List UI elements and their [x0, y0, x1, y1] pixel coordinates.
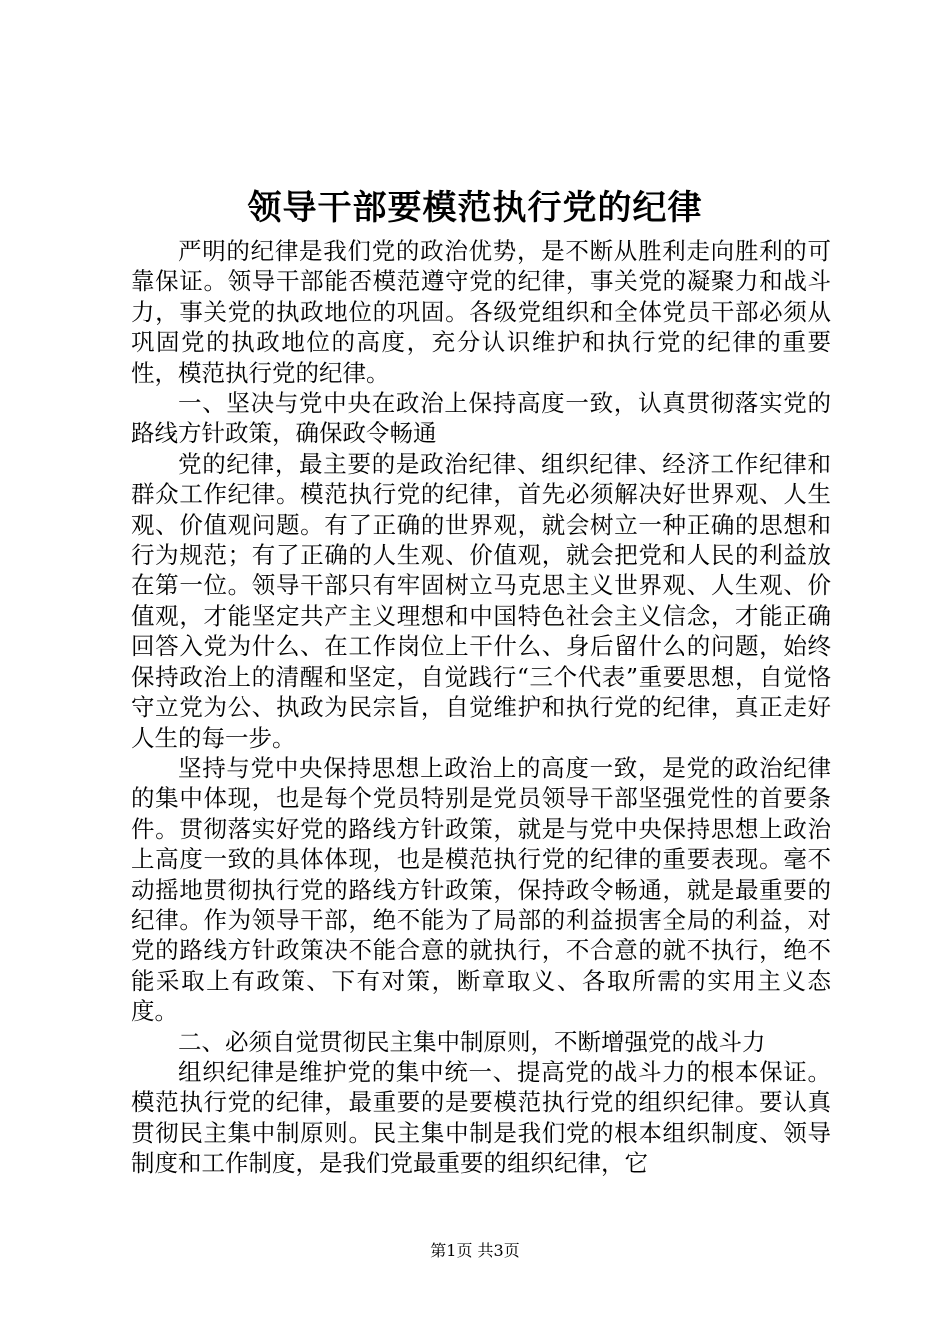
document-title: 领导干部要模范执行党的纪律 — [247, 188, 703, 228]
document-body — [131, 236, 831, 1179]
paragraph-intro: 严明的纪律是我们党的政治优势，是不断从胜利走向胜利的可靠保证。领导干部能否模范遵守党的纪律，事关党的凝聚力和战斗力，事关党的执政地位的巩固。各级党组织和全体党员干部必须从巩固党的执政地位的高度，充分认识维护和执行党的纪律的重要性，模范执行党的纪律。 — [131, 237, 831, 387]
paragraph-organization: 组织纪律是维护党的集中统一、提高党的战斗力的根本保证。模范执行党的纪律，最重要的是要模范执行党的组织纪律。要认真贯彻民主集中制原则。民主集中制是我们党的根本组织制度、领导制度和工作制度，是我们党最重要的组织纪律，它 — [131, 1057, 831, 1178]
page-footer: 第1页 共3页 — [430, 1241, 520, 1260]
section-heading-2: 二、必须自觉贯彻民主集中制原则，不断增强党的战斗力 — [178, 1027, 766, 1056]
paragraph-discipline: 党的纪律，最主要的是政治纪律、组织纪律、经济工作纪律和群众工作纪律。模范执行党的纪律，首先必须解决好世界观、人生观、价值观问题。有了正确的世界观，就会树立一种正确的思想和行为规范；有了正确的人生观、价值观，就会把党和人民的利益放在第一位。领导干部只有牢固树立马克思主义世界观、人生观、价值观，才能坚定共产主义理想和中国特色社会主义信念，才能正确回答入党为什么、在工作岗位上干什么、身后留什么的问题，始终保持政治上的清醒和坚定，自觉践行“三个代表”重要思想，自觉恪守立党为公、执政为民宗旨，自觉维护和执行党的纪律，真正走好人生的每一步。 — [131, 449, 831, 752]
paragraph-consistency: 坚持与党中央保持思想上政治上的高度一致，是党的政治纪律的集中体现，也是每个党员特别是党员领导干部坚强党性的首要条件。贯彻落实好党的路线方针政策，就是与党中央保持思想上政治上高度一致的具体体现，也是模范执行党的纪律的重要表现。毫不动摇地贯彻执行党的路线方针政策，保持政令畅通，就是最重要的纪律。作为领导干部，绝不能为了局部的利益损害全局的利益，对党的路线方针政策决不能合意的就执行，不合意的就不执行，绝不能采取上有政策、下有对策，断章取义、各取所需的实用主义态度。 — [131, 753, 831, 1026]
section-heading-1: 一、坚决与党中央在政治上保持高度一致，认真贯彻落实党的路线方针政策，确保政令畅通 — [131, 389, 831, 448]
